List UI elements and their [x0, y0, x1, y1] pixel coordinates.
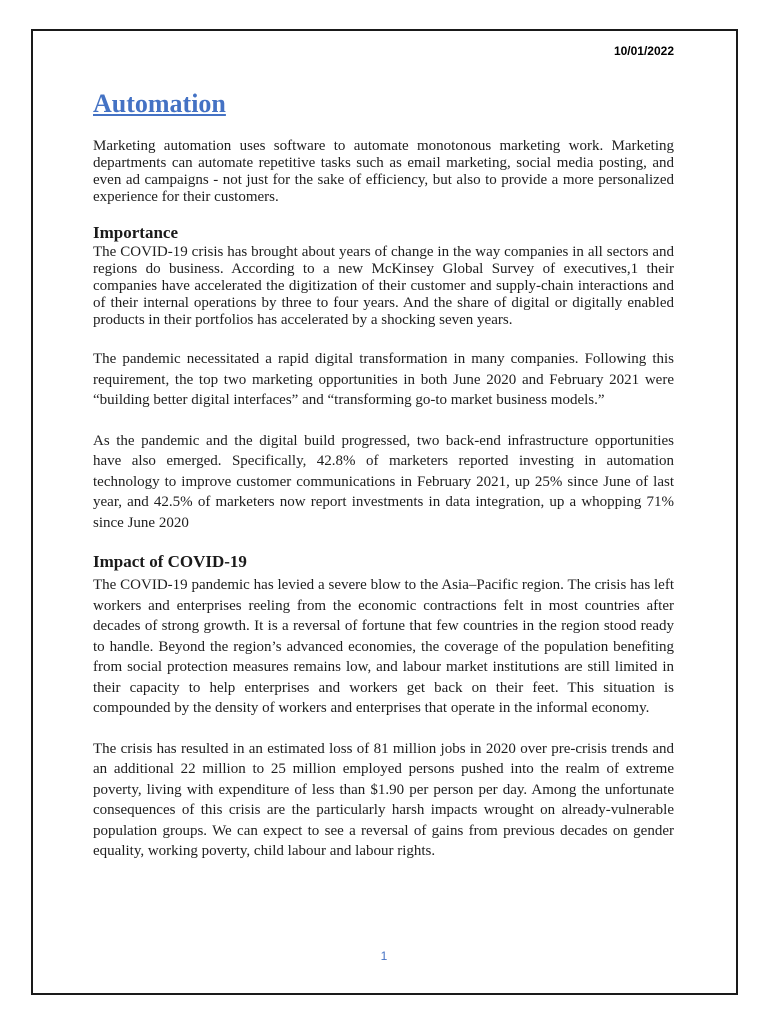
document-body — [93, 87, 674, 862]
importance-paragraph-3: As the pandemic and the digital build progressed, two back-end infrastructure opportunities have also emerged. Specifically, 42.8% of marketers reported investing in automation technology to improve customer communications in February 2021, up 25% since June of last year, and 42.5% of marketers now report investments in data integration, up a whopping 71% since June 2020 — [93, 432, 674, 531]
importance-paragraph-2: The pandemic necessitated a rapid digital transformation in many companies. Following this requirement, the top two marketing opportunities in both June 2020 and February 2021 were “building better digital interfaces” and “transforming go-to market business models.” — [93, 351, 674, 408]
page-number: 1 — [380, 949, 388, 963]
impact-paragraph-1: The COVID-19 pandemic has levied a severe blow to the Asia–Pacific region. The crisis has left workers and enterprises reeling from the economic contractions felt in most countries after decades of strong growth. It is a reversal of fortune that few countries in the region stood ready to handle. Beyond the region’s advanced economies, the coverage of the population benefiting from social protection measures remains low, and labour market institutions are still limited in their capacity to help enterprises and workers get back on their feet. This situation is compounded by the density of workers and enterprises that operate in the informal economy. — [93, 577, 674, 716]
section-heading-impact: Impact of COVID-19 — [93, 552, 247, 571]
intro-paragraph: Marketing automation uses software to automate monotonous marketing work. Marketing departments can automate repetitive tasks such as email marketing, social media posting, and even ad campaigns - not just for the sake of efficiency, but also to provide a more personalized experience for their customers. — [93, 138, 674, 205]
importance-paragraph-1: The COVID-19 crisis has brought about years of change in the way companies in all sectors and regions do business. According to a new McKinsey Global Survey of executives,1 their companies have accelerated the digitization of their customer and supply-chain interactions and of their internal operations by three to four years. And the share of digital or digitally enabled products in their portfolios has accelerated by a shocking seven years. — [93, 244, 674, 328]
impact-paragraph-2: The crisis has resulted in an estimated loss of 81 million jobs in 2020 over pre-crisis trends and an additional 22 million to 25 million employed persons pushed into the realm of extreme poverty, living with expenditure of less than $1.90 per person per day. Among the unfortunate consequences of this crisis are the particularly harsh impacts wrought on already-vulnerable population groups. We can expect to see a reversal of gains from previous decades on gender equality, working poverty, child labour and labour rights. — [93, 740, 674, 859]
section-heading-importance: Importance — [93, 223, 178, 242]
document-date: 10/01/2022 — [613, 44, 674, 58]
document-title: Automation — [93, 89, 226, 118]
